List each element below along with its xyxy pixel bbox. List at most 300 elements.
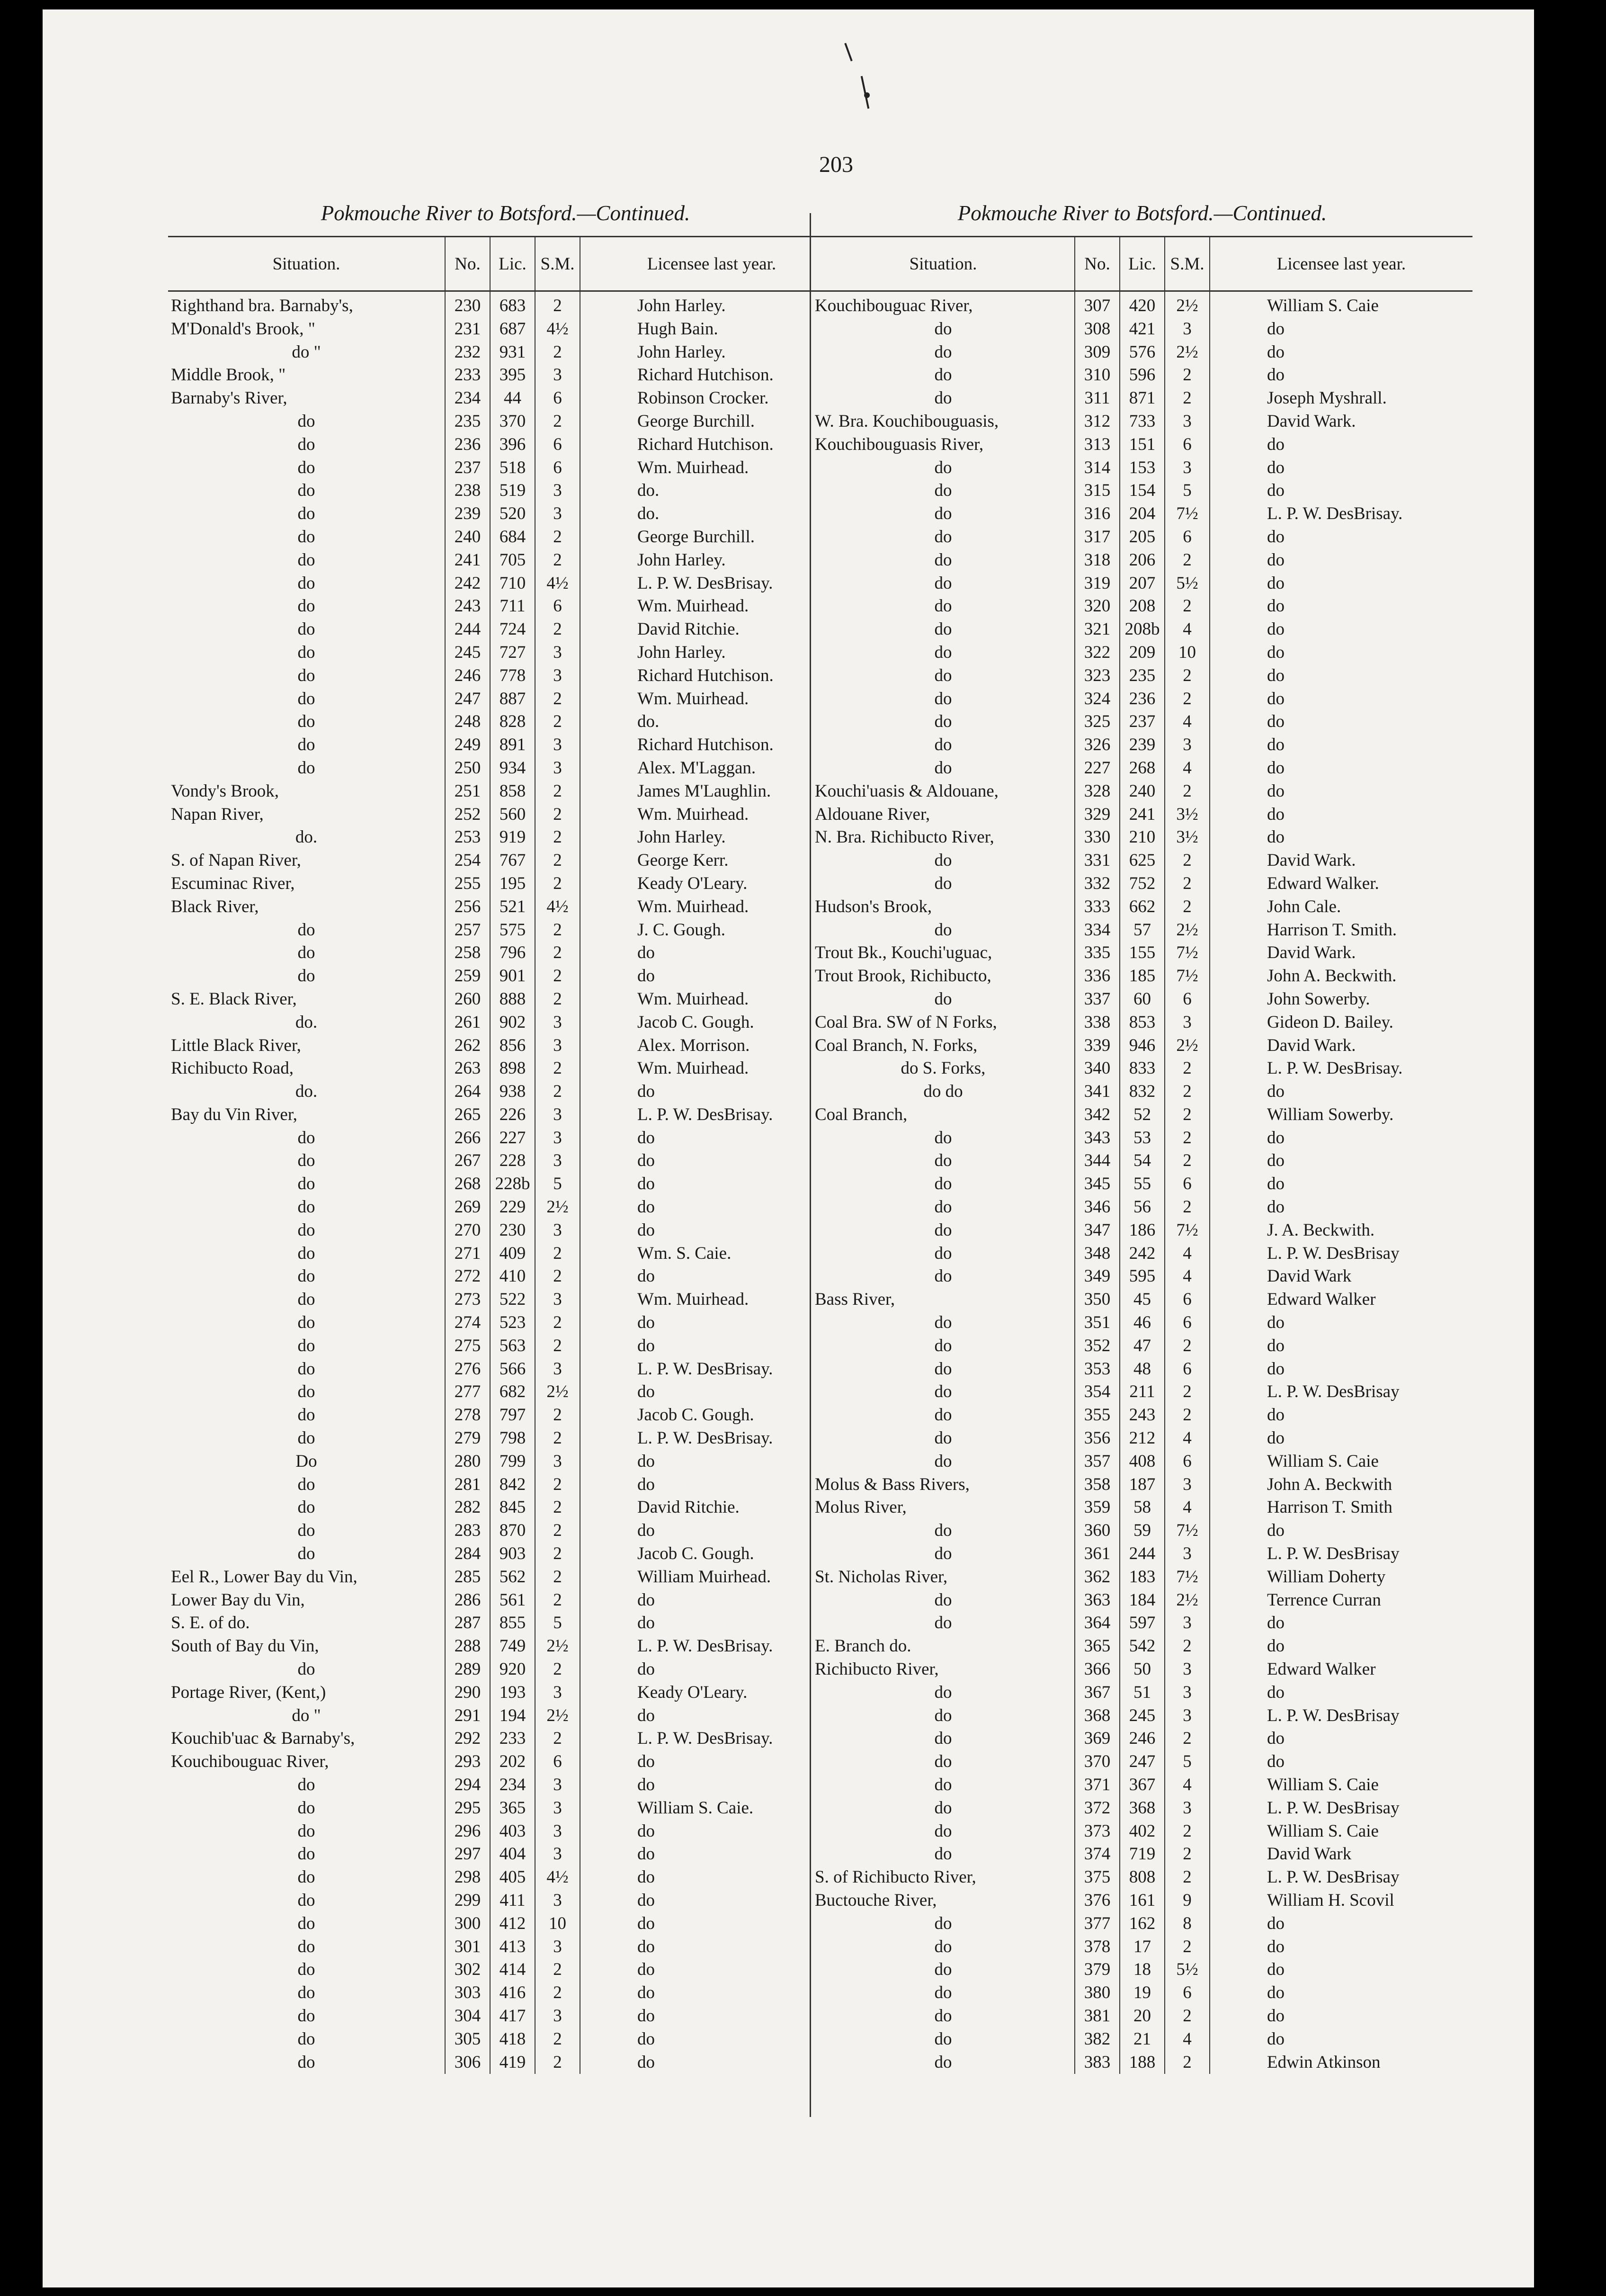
cell-no: 366 [1075,1658,1120,1681]
cell-situation: do [297,1821,315,1841]
table-row [812,572,1472,595]
cell-lic: 542 [1120,1635,1165,1658]
cell-lic: 858 [490,780,535,803]
cell-licensee: William Sowerby. [1210,1103,1472,1127]
table-row [812,1496,1472,1519]
table-row [168,1566,843,1589]
cell-no: 286 [445,1589,490,1612]
cell-licensee: do [1210,1311,1472,1335]
table-row [168,618,843,641]
cell-licensee: do [1210,364,1472,387]
cell-lic: 54 [1120,1149,1165,1173]
cell-no: 355 [1075,1404,1120,1427]
cell-licensee: Jacob C. Gough. [580,1011,843,1034]
cell-lic: 228b [490,1173,535,1196]
cell-licensee: L. P. W. DesBrisay. [580,1103,843,1127]
cell-licensee: do [1210,2005,1472,2028]
table-row [812,1774,1472,1797]
cell-licensee: L. P. W. DesBrisay [1210,1866,1472,1889]
cell-licensee: Richard Hutchison. [580,664,843,688]
cell-situation: do [297,2052,315,2072]
cell-lic: 946 [1120,1034,1165,1058]
cell-situation: do [934,1775,952,1794]
cell-no: 379 [1075,1958,1120,1982]
cell-sm: 2 [1165,1127,1210,1150]
cell-sm: 2 [535,410,580,433]
cell-lic: 832 [1120,1080,1165,1103]
table-row [812,757,1472,780]
cell-lic: 154 [1120,479,1165,502]
cell-licensee: William Doherty [1210,1566,1472,1589]
cell-licensee: do [580,1589,843,1612]
table-row [812,1358,1472,1381]
cell-licensee: Richard Hutchison. [580,734,843,757]
cell-sm: 3 [535,1149,580,1173]
cell-sm: 3 [1165,1681,1210,1704]
cell-situation: do [934,1174,952,1194]
cell-licensee: do [1210,479,1472,502]
table-row [168,364,843,387]
cell-situation: do [934,1266,952,1286]
cell-licensee: George Burchill. [580,526,843,549]
cell-no: 257 [445,919,490,942]
cell-situation: do [297,943,315,963]
table-row [812,1912,1472,1936]
cell-sm: 2½ [535,1704,580,1728]
cell-licensee: do [580,1149,843,1173]
cell-sm: 3 [535,1034,580,1058]
cell-licensee: L. P. W. DesBrisay [1210,1797,1472,1820]
table-row [168,1450,843,1473]
cell-licensee: William S. Caie [1210,1450,1472,1473]
cell-no: 334 [1075,919,1120,942]
cell-sm: 2½ [1165,291,1210,318]
table-row [168,1173,843,1196]
cell-situation: do [934,1590,952,1610]
cell-no: 233 [445,364,490,387]
cell-no: 381 [1075,2005,1120,2028]
cell-situation: do [934,1382,952,1402]
cell-lic: 233 [490,1727,535,1750]
cell-situation: do [297,1867,315,1887]
cell-no: 335 [1075,942,1120,965]
table-row [168,1080,843,1103]
cell-licensee: Wm. Muirhead. [580,457,843,480]
cell-situation: do [934,457,952,477]
cell-situation: do [934,1359,952,1379]
cell-licensee: William S. Caie [1210,291,1472,318]
cell-licensee: do [1210,1681,1472,1704]
cell-no: 261 [445,1011,490,1034]
cell-no: 302 [445,1958,490,1982]
cell-licensee: do [580,1519,843,1543]
cell-situation: Barnaby's River, [171,388,287,408]
cell-situation: do " [292,1705,321,1725]
cell-lic: 244 [1120,1543,1165,1566]
cell-no: 273 [445,1288,490,1311]
cell-sm: 2 [535,1589,580,1612]
cell-licensee: John Harley. [580,826,843,849]
cell-sm: 3 [1165,318,1210,341]
cell-no: 342 [1075,1103,1120,1127]
cell-sm: 2 [535,1496,580,1519]
cell-licensee: do [580,1658,843,1681]
cell-no: 344 [1075,1149,1120,1173]
cell-licensee: Edwin Atkinson [1210,2051,1472,2074]
table-row [168,734,843,757]
table-row [812,1982,1472,2005]
cell-no: 245 [445,641,490,664]
cell-sm: 3 [535,1011,580,1034]
cell-situation: do [297,1983,315,2003]
cell-sm: 7½ [1165,1219,1210,1242]
cell-situation: Buctouche River, [815,1890,937,1910]
cell-situation: do [934,689,952,709]
cell-licensee: Richard Hutchison. [580,433,843,457]
cell-licensee: do [1210,2028,1472,2051]
cell-situation: S. E. of do. [171,1613,250,1633]
table-row [168,1219,843,1242]
table-row [812,1404,1472,1427]
table-row [812,291,1472,318]
cell-sm: 2 [535,849,580,872]
cell-sm: 2 [1165,1404,1210,1427]
cell-no: 301 [445,1936,490,1959]
cell-situation: do [297,665,315,685]
cell-lic: 205 [1120,526,1165,549]
cell-lic: 58 [1120,1496,1165,1519]
cell-situation: do [297,1659,315,1679]
table-row [168,919,843,942]
cell-licensee: Joseph Myshrall. [1210,387,1472,410]
cell-lic: 903 [490,1543,535,1566]
cell-licensee: do [1210,688,1472,711]
cell-lic: 17 [1120,1936,1165,1959]
cell-sm: 2 [1165,688,1210,711]
table-row [168,1427,843,1450]
cell-sm: 3 [1165,1704,1210,1728]
cell-licensee: John Cale. [1210,896,1472,919]
table-row [812,457,1472,480]
cell-situation: St. Nicholas River, [815,1567,948,1587]
cell-lic: 797 [490,1404,535,1427]
cell-lic: 566 [490,1358,535,1381]
cell-lic: 662 [1120,896,1165,919]
cell-lic: 414 [490,1958,535,1982]
table-row [812,1335,1472,1358]
cell-no: 230 [445,291,490,318]
cell-sm: 4½ [535,318,580,341]
cell-sm: 2 [535,549,580,572]
table-row [168,572,843,595]
cell-sm: 2 [535,780,580,803]
cell-sm: 3 [535,479,580,502]
table-row [168,1149,843,1173]
table-row [168,433,843,457]
table-row [168,2028,843,2051]
cell-lic: 52 [1120,1103,1165,1127]
cell-situation: S. of Richibucto River, [815,1867,976,1887]
cell-sm: 3 [535,1288,580,1311]
cell-sm: 2 [535,1543,580,1566]
cell-licensee: Wm. Muirhead. [580,1288,843,1311]
cell-sm: 3 [535,1820,580,1843]
cell-lic: 828 [490,710,535,734]
cell-lic: 51 [1120,1681,1165,1704]
cell-sm: 2 [1165,1381,1210,1404]
cell-sm: 3 [535,1103,580,1127]
cell-lic: 368 [1120,1797,1165,1820]
table-row [168,387,843,410]
cell-licensee: do [580,1843,843,1866]
cell-lic: 404 [490,1843,535,1866]
cell-licensee: do [580,1958,843,1982]
cell-no: 289 [445,1658,490,1681]
cell-no: 281 [445,1473,490,1497]
table-row [812,1543,1472,1566]
table-row [168,1681,843,1704]
cell-sm: 5 [1165,1750,1210,1774]
table-row [168,1496,843,1519]
cell-licensee: Jacob C. Gough. [580,1543,843,1566]
cell-sm: 2½ [1165,1589,1210,1612]
cell-lic: 55 [1120,1173,1165,1196]
cell-lic: 898 [490,1057,535,1080]
cell-no: 367 [1075,1681,1120,1704]
cell-licensee: do [580,1265,843,1288]
cell-lic: 416 [490,1982,535,2005]
cell-situation: do [934,1752,952,1772]
cell-lic: 420 [1120,291,1165,318]
cell-lic: 733 [1120,410,1165,433]
cell-lic: 561 [490,1589,535,1612]
cell-no: 275 [445,1335,490,1358]
cell-situation: do [934,1937,952,1956]
cell-no: 264 [445,1080,490,1103]
cell-situation: do [934,1682,952,1702]
cell-licensee: Alex. M'Laggan. [580,757,843,780]
cell-situation: do [934,2029,952,2049]
cell-situation: do [297,1382,315,1402]
cell-sm: 7½ [1165,1519,1210,1543]
cell-sm: 3 [535,664,580,688]
cell-lic: 50 [1120,1658,1165,1681]
cell-no: 363 [1075,1589,1120,1612]
table-row [812,1103,1472,1127]
cell-situation: do [297,735,315,755]
cell-licensee: do [580,1219,843,1242]
cell-licensee: Edward Walker [1210,1288,1472,1311]
cell-sm: 5 [535,1612,580,1635]
table-row [168,780,843,803]
table-row [168,664,843,688]
cell-situation: do [297,434,315,454]
cell-licensee: L. P. W. DesBrisay [1210,1543,1472,1566]
cell-lic: 887 [490,688,535,711]
cell-situation: Righthand bra. Barnaby's, [171,296,353,315]
cell-licensee: do [580,1982,843,2005]
cell-no: 300 [445,1912,490,1936]
cell-no: 309 [1075,341,1120,364]
cell-licensee: do [580,965,843,988]
cell-lic: 842 [490,1473,535,1497]
cell-licensee: Terrence Curran [1210,1589,1472,1612]
cell-situation: do [934,1544,952,1564]
table-row [168,1127,843,1150]
cell-no: 347 [1075,1219,1120,1242]
cell-lic: 237 [1120,710,1165,734]
cell-situation: do [934,619,952,639]
cell-situation: do [297,527,315,547]
cell-sm: 7½ [1165,942,1210,965]
cell-sm: 6 [535,595,580,618]
cell-lic: 683 [490,291,535,318]
table-row [812,1427,1472,1450]
cell-licensee: do [1210,803,1472,826]
table-row [168,1057,843,1080]
cell-no: 307 [1075,291,1120,318]
cell-situation: do [934,1983,952,2003]
table-row [812,1057,1472,1080]
cell-licensee: do [580,1912,843,1936]
cell-situation: Middle Brook, " [171,365,286,385]
cell-licensee: John Harley. [580,549,843,572]
cell-licensee: John Harley. [580,341,843,364]
cell-situation: Kouchibouguac River, [171,1752,329,1772]
cell-situation: do [297,2006,315,2026]
cell-licensee: L. P. W. DesBrisay. [580,1427,843,1450]
cell-sm: 2 [535,1080,580,1103]
cell-licensee: do [1210,1173,1472,1196]
table-row [812,1173,1472,1196]
table-row [812,618,1472,641]
cell-sm: 2½ [1165,341,1210,364]
cell-situation: do [934,550,952,570]
cell-situation: Hudson's Brook, [815,897,932,916]
cell-no: 260 [445,988,490,1011]
cell-situation: do [934,758,952,778]
cell-lic: 185 [1120,965,1165,988]
cell-licensee: John Sowerby. [1210,988,1472,1011]
cell-no: 234 [445,387,490,410]
cell-lic: 871 [1120,387,1165,410]
cell-sm: 3 [535,734,580,757]
cell-licensee: do [1210,1727,1472,1750]
cell-situation: do [934,596,952,616]
cell-sm: 2 [1165,1149,1210,1173]
cell-sm: 2 [535,1727,580,1750]
table-row [812,664,1472,688]
cell-situation: do [297,966,315,986]
table-row [168,291,843,318]
cell-lic: 562 [490,1566,535,1589]
cell-lic: 204 [1120,502,1165,526]
cell-situation: do [934,1521,952,1541]
cell-lic: 682 [490,1381,535,1404]
table-row [168,1820,843,1843]
cell-no: 317 [1075,526,1120,549]
cell-licensee: do [1210,595,1472,618]
section-title-left: Pokmouche River to Botsford.—Continued. [321,201,690,225]
cell-lic: 934 [490,757,535,780]
cell-lic: 56 [1120,1196,1165,1219]
cell-sm: 2 [535,2028,580,2051]
cell-situation: do. [295,827,318,847]
cell-situation: do [297,1243,315,1263]
cell-situation: do " [292,342,321,362]
table-row [168,1774,843,1797]
cell-no: 368 [1075,1704,1120,1728]
table-row [168,1866,843,1889]
table-row [168,549,843,572]
table-row [168,595,843,618]
cell-sm: 2 [1165,1727,1210,1750]
table-row [168,1612,843,1635]
cell-no: 308 [1075,318,1120,341]
cell-situation: do [934,1220,952,1240]
cell-sm: 2 [1165,1080,1210,1103]
cell-licensee: do [1210,572,1472,595]
header-situation: Situation. [812,237,1075,291]
table-row [812,502,1472,526]
cell-sm: 2 [1165,1103,1210,1127]
table-row [812,896,1472,919]
cell-sm: 3 [1165,1612,1210,1635]
table-row [168,1750,843,1774]
cell-no: 253 [445,826,490,849]
cell-no: 339 [1075,1034,1120,1058]
table-row [168,1404,843,1427]
table-row [168,457,843,480]
table-row [812,1149,1472,1173]
cell-licensee: do [1210,826,1472,849]
cell-licensee: J. C. Gough. [580,919,843,942]
table-row [168,872,843,896]
cell-situation: Kouchibouguac River, [815,296,973,315]
table-row [812,1219,1472,1242]
cell-situation: do [297,596,315,616]
table-row [168,1635,843,1658]
cell-lic: 44 [490,387,535,410]
cell-lic: 241 [1120,803,1165,826]
table-row [168,826,843,849]
cell-situation: do [934,989,952,1009]
table-row [812,1519,1472,1543]
cell-no: 364 [1075,1612,1120,1635]
cell-lic: 59 [1120,1519,1165,1543]
cell-sm: 3 [535,641,580,664]
table-row [812,872,1472,896]
table-row [812,1658,1472,1681]
cell-sm: 4 [1165,710,1210,734]
cell-situation: do [934,1960,952,1980]
cell-sm: 3 [1165,1797,1210,1820]
cell-sm: 10 [535,1912,580,1936]
cell-no: 314 [1075,457,1120,480]
cell-no: 291 [445,1704,490,1728]
cell-no: 287 [445,1612,490,1635]
table-row [168,1358,843,1381]
cell-situation: do [297,1220,315,1240]
cell-no: 372 [1075,1797,1120,1820]
cell-lic: 20 [1120,2005,1165,2028]
cell-no: 235 [445,410,490,433]
cell-situation: do [934,1243,952,1263]
cell-licensee: do [1210,1635,1472,1658]
cell-no: 271 [445,1242,490,1265]
cell-lic: 710 [490,572,535,595]
table-row [168,1982,843,2005]
